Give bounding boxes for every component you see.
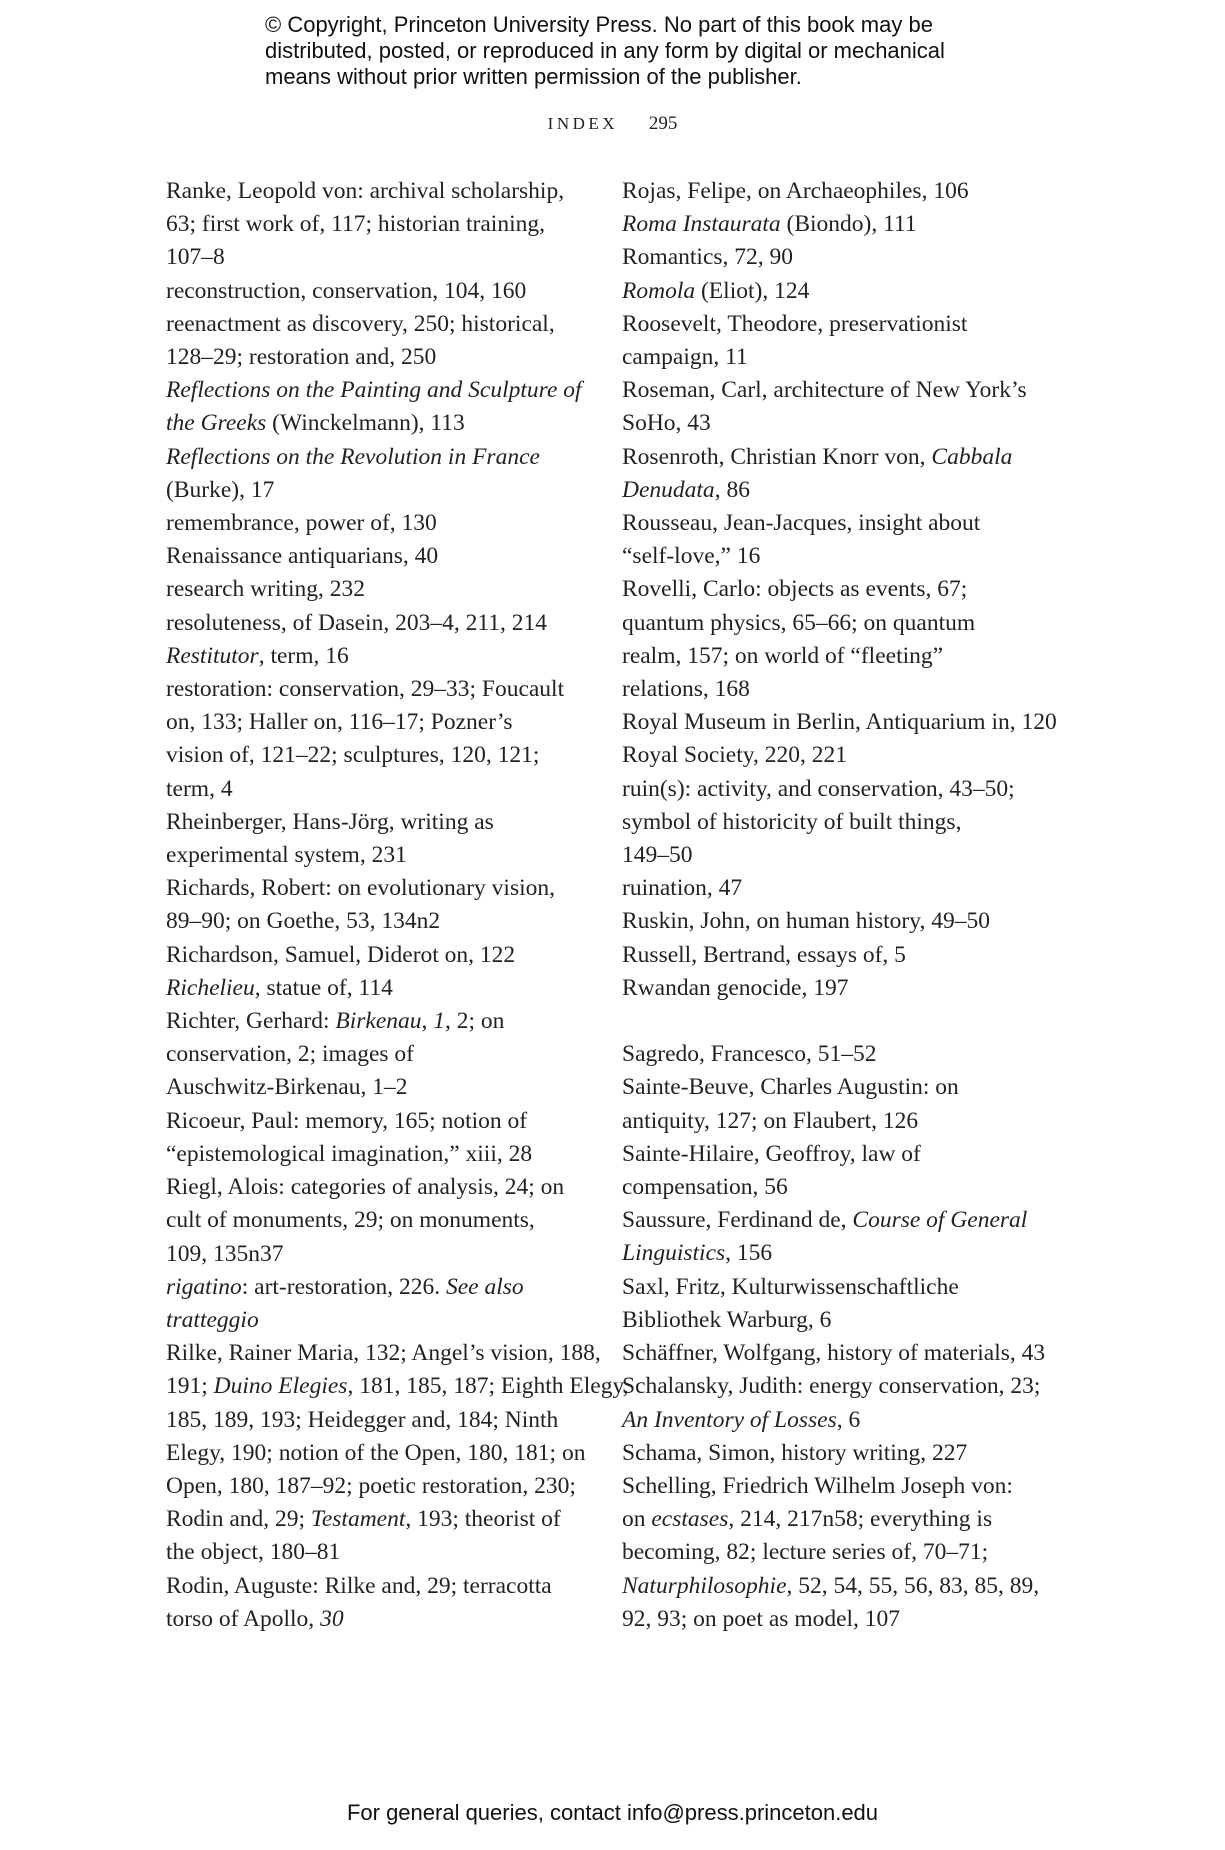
index-entry-line bbox=[622, 939, 1062, 972]
entry-text: reenactment as discovery, 250; historical, bbox=[166, 310, 555, 337]
index-entry-line bbox=[166, 1503, 586, 1536]
index-entry bbox=[622, 507, 1062, 573]
index-entry-line bbox=[166, 939, 586, 972]
entry-text: restoration: conservation, 29–33; Foucault bbox=[166, 676, 565, 703]
entry-text: realm, 157; on world of “fleeting” bbox=[622, 642, 944, 669]
index-entry bbox=[622, 706, 1062, 739]
index-entry bbox=[622, 441, 1062, 507]
index-entry-line bbox=[166, 241, 586, 274]
index-entry-line bbox=[166, 507, 586, 540]
index-entry-line bbox=[622, 1271, 1062, 1304]
index-entry bbox=[166, 573, 586, 606]
entry-text: on bbox=[622, 1506, 652, 1533]
index-entry bbox=[166, 1271, 586, 1337]
index-entry-line bbox=[622, 1470, 1062, 1503]
entry-text: , 86 bbox=[714, 476, 750, 503]
index-entry-line bbox=[166, 1138, 586, 1171]
index-column-right bbox=[622, 175, 1062, 1636]
entry-text: Rilke, Rainer Maria, 132; Angel’s vision, 188, bbox=[166, 1340, 601, 1367]
index-entry-line bbox=[622, 275, 1062, 308]
index-entry-line bbox=[622, 1204, 1062, 1237]
index-entry-line bbox=[166, 1603, 586, 1636]
index-entry-line bbox=[166, 1437, 586, 1470]
entry-text: , 193; theorist of bbox=[405, 1506, 561, 1533]
index-entry-line bbox=[622, 839, 1062, 872]
entry-text: Bibliothek Warburg, 6 bbox=[622, 1306, 832, 1333]
index-entry-line bbox=[622, 872, 1062, 905]
entry-italic-text: Naturphilosophie bbox=[622, 1572, 787, 1599]
index-entry-line bbox=[166, 1337, 601, 1370]
entry-text: (Biondo), 111 bbox=[780, 211, 917, 238]
entry-text: , 181, 185, 187; Eighth Elegy, bbox=[347, 1373, 629, 1400]
index-entry-line bbox=[166, 1536, 586, 1569]
index-entry bbox=[166, 640, 586, 673]
index-entry-line bbox=[166, 175, 586, 208]
index-entry-line bbox=[622, 573, 1062, 606]
index-entry-line bbox=[166, 872, 586, 905]
index-entry bbox=[622, 1437, 1062, 1470]
index-entry-line bbox=[166, 341, 586, 374]
entry-italic-text: Romola bbox=[622, 277, 696, 304]
entry-text: Royal Society, 220, 221 bbox=[622, 742, 847, 769]
copyright-line: means without prior written permission of the publisher. bbox=[265, 64, 802, 89]
entry-text: SoHo, 43 bbox=[622, 410, 711, 437]
index-entry bbox=[166, 507, 586, 540]
index-entry-line bbox=[622, 806, 1062, 839]
index-entry bbox=[622, 573, 1062, 706]
index-entry bbox=[166, 175, 586, 275]
entry-text: cult of monuments, 29; on monuments, bbox=[166, 1207, 535, 1234]
index-entry-line bbox=[622, 640, 1062, 673]
entry-text: “self-love,” 16 bbox=[622, 543, 761, 570]
entry-italic-text: Denudata bbox=[622, 476, 715, 503]
entry-text: relations, 168 bbox=[622, 676, 750, 703]
index-entry bbox=[166, 1171, 586, 1271]
entry-text: compensation, 56 bbox=[622, 1174, 788, 1201]
entry-italic-text: Roma Instaurata bbox=[622, 211, 781, 238]
index-entry bbox=[622, 1138, 1062, 1204]
index-entry-line bbox=[166, 1071, 586, 1104]
index-entry-line bbox=[622, 773, 1062, 806]
index-entry-line bbox=[166, 1304, 586, 1337]
entry-text: Romantics, 72, 90 bbox=[622, 244, 794, 271]
index-entry-line bbox=[622, 905, 1062, 938]
entry-text: Rousseau, Jean-Jacques, insight about bbox=[622, 510, 981, 537]
entry-text: antiquity, 127; on Flaubert, 126 bbox=[622, 1107, 919, 1134]
entry-text: quantum physics, 65–66; on quantum bbox=[622, 609, 976, 636]
entry-text: becoming, 82; lecture series of, 70–71; bbox=[622, 1539, 989, 1566]
index-entry-line bbox=[166, 1570, 586, 1603]
index-entry-line bbox=[166, 1204, 586, 1237]
entry-text: (Winckelmann), 113 bbox=[266, 410, 465, 437]
index-entry-line bbox=[622, 1536, 1062, 1569]
index-entry-line bbox=[622, 673, 1062, 706]
entry-text: Schelling, Friedrich Wilhelm Joseph von: bbox=[622, 1472, 1013, 1499]
index-entry-line bbox=[166, 407, 586, 440]
entry-text: the object, 180–81 bbox=[166, 1539, 341, 1566]
index-entry-line bbox=[166, 1038, 586, 1071]
index-entry bbox=[622, 175, 1062, 208]
entry-italic-text: rigatino bbox=[166, 1273, 242, 1300]
entry-italic-text: Cabbala bbox=[931, 443, 1013, 470]
entry-text: : art-restoration, 226. bbox=[241, 1273, 446, 1300]
index-entry bbox=[622, 739, 1062, 772]
index-entry bbox=[166, 607, 586, 640]
entry-text: Ranke, Leopold von: archival scholarship, bbox=[166, 178, 565, 204]
entry-text: vision of, 121–22; sculptures, 120, 121; bbox=[166, 742, 540, 769]
entry-text: Auschwitz-Birkenau, 1–2 bbox=[166, 1074, 408, 1101]
index-entry bbox=[166, 374, 586, 440]
index-entry-line bbox=[166, 441, 586, 474]
entry-text: Rwandan genocide, 197 bbox=[622, 974, 849, 1001]
index-entry bbox=[622, 972, 1062, 1005]
entry-text: 92, 93; on poet as model, 107 bbox=[622, 1605, 901, 1632]
entry-text: research writing, 232 bbox=[166, 576, 366, 603]
index-entry bbox=[166, 939, 586, 972]
entry-italic-text: Restitutor bbox=[166, 642, 259, 669]
entry-text: Sainte-Hilaire, Geoffroy, law of bbox=[622, 1140, 921, 1167]
entry-text: Rheinberger, Hans-Jörg, writing as bbox=[166, 808, 494, 835]
index-entry-line bbox=[622, 441, 1062, 474]
entry-text: Saxl, Fritz, Kulturwissenschaftliche bbox=[622, 1273, 959, 1300]
index-entry-line bbox=[166, 673, 586, 706]
index-entry-line bbox=[622, 241, 1062, 274]
index-entry-line bbox=[166, 1271, 586, 1304]
index-entry-line bbox=[622, 1304, 1062, 1337]
index-entry-line bbox=[622, 1171, 1062, 1204]
entry-text: ruin(s): activity, and conservation, 43–50; bbox=[622, 775, 1015, 802]
entry-italic-text: Course of General bbox=[852, 1207, 1028, 1234]
entry-text: Russell, Bertrand, essays of, 5 bbox=[622, 941, 906, 968]
index-entry bbox=[166, 441, 586, 507]
entry-text: ruination, 47 bbox=[622, 875, 743, 902]
entry-text: Riegl, Alois: categories of analysis, 24; on bbox=[166, 1174, 565, 1201]
index-entry-line bbox=[166, 1005, 586, 1038]
entry-italic-text: Reflections on the Revolution in France bbox=[166, 443, 540, 470]
index-entry-line bbox=[622, 175, 1062, 208]
entry-text: “epistemological imagination,” xiii, 28 bbox=[166, 1140, 533, 1167]
entry-text: symbol of historicity of built things, bbox=[622, 808, 962, 835]
entry-italic-text: Linguistics bbox=[622, 1240, 726, 1267]
index-entry bbox=[166, 275, 586, 308]
entry-text: term, 4 bbox=[166, 775, 233, 802]
entry-text: , 2; on bbox=[445, 1008, 505, 1035]
entry-text: Richardson, Samuel, Diderot on, 122 bbox=[166, 941, 516, 968]
entry-text: Renaissance antiquarians, 40 bbox=[166, 543, 439, 570]
entry-italic-text: Richelieu bbox=[166, 974, 255, 1001]
page-number: 295 bbox=[648, 113, 678, 134]
entry-text: on, 133; Haller on, 116–17; Pozner’s bbox=[166, 709, 513, 736]
index-entry bbox=[622, 1470, 1062, 1636]
index-entry-line bbox=[166, 839, 586, 872]
index-entry-line bbox=[622, 1570, 1062, 1603]
index-entry bbox=[166, 872, 586, 938]
index-entry bbox=[622, 275, 1062, 308]
index-entry-line bbox=[166, 607, 586, 640]
entry-text: , 214, 217n58; everything is bbox=[728, 1506, 993, 1533]
index-entry bbox=[622, 939, 1062, 972]
index-entry-line bbox=[622, 540, 1062, 573]
entry-text: Rojas, Felipe, on Archaeophiles, 106 bbox=[622, 178, 969, 204]
index-entry-line bbox=[622, 1105, 1062, 1138]
entry-text: Open, 180, 187–92; poetic restoration, 230; bbox=[166, 1472, 576, 1499]
index-entry-line bbox=[166, 208, 586, 241]
entry-italic-text: the Greeks bbox=[166, 410, 267, 437]
index-entry-line bbox=[622, 407, 1062, 440]
index-entry-line bbox=[622, 507, 1062, 540]
entry-text: 149–50 bbox=[622, 842, 693, 869]
entry-text: , term, 16 bbox=[258, 642, 349, 669]
index-entry-line bbox=[166, 573, 586, 606]
running-head bbox=[0, 113, 1225, 135]
entry-italic-text: 1 bbox=[433, 1008, 446, 1035]
entry-italic-text: tratteggio bbox=[166, 1306, 259, 1333]
entry-text: 128–29; restoration and, 250 bbox=[166, 344, 437, 371]
index-entry-line bbox=[166, 1105, 586, 1138]
index-entry-line bbox=[622, 1603, 1062, 1636]
index-entry-line bbox=[622, 341, 1062, 374]
entry-italic-text: Birkenau bbox=[335, 1008, 422, 1035]
entry-text: Sainte-Beuve, Charles Augustin: on bbox=[622, 1074, 959, 1101]
index-entry bbox=[166, 308, 586, 374]
entry-text: Sagredo, Francesco, 51–52 bbox=[622, 1041, 877, 1068]
copyright-line: distributed, posted, or reproduced in any form by digital or mechanical bbox=[265, 38, 945, 63]
index-entry bbox=[166, 1105, 586, 1171]
entry-text: , bbox=[421, 1008, 434, 1035]
index-entry bbox=[166, 806, 586, 872]
entry-text: Richards, Robert: on evolutionary vision, bbox=[166, 875, 556, 902]
entry-text: Rovelli, Carlo: objects as events, 67; bbox=[622, 576, 968, 603]
entry-text: resoluteness, of Dasein, 203–4, 211, 214 bbox=[166, 609, 547, 636]
index-entry bbox=[166, 1570, 586, 1636]
entry-text: Royal Museum in Berlin, Antiquarium in, 120 bbox=[622, 709, 1057, 736]
index-entry-line bbox=[166, 1238, 586, 1271]
entry-text: 107–8 bbox=[166, 244, 225, 271]
letter-section-gap bbox=[622, 1005, 1062, 1038]
index-entry bbox=[622, 1370, 1062, 1436]
index-entry-line bbox=[166, 739, 586, 772]
entry-text: Richter, Gerhard: bbox=[166, 1008, 336, 1035]
index-entry bbox=[622, 308, 1062, 374]
entry-italic-text: ecstases bbox=[651, 1506, 729, 1533]
index-entry-line bbox=[622, 1370, 1062, 1403]
entry-text: campaign, 11 bbox=[622, 344, 748, 371]
index-entry-line bbox=[622, 1404, 1062, 1437]
index-entry-line bbox=[166, 640, 586, 673]
entry-text: Rosenroth, Christian Knorr von, bbox=[622, 443, 932, 470]
index-entry-line bbox=[622, 739, 1062, 772]
entry-italic-text: See also bbox=[446, 1273, 524, 1300]
index-entry-line bbox=[622, 474, 1062, 507]
index-entry bbox=[622, 1337, 1062, 1370]
entry-text: 89–90; on Goethe, 53, 134n2 bbox=[166, 908, 441, 935]
footer-contact: For general queries, contact info@press.princeton.edu bbox=[346, 1800, 879, 1825]
entry-text: reconstruction, conservation, 104, 160 bbox=[166, 277, 527, 304]
index-entry-line bbox=[622, 1071, 1062, 1104]
entry-text: Ruskin, John, on human history, 49–50 bbox=[622, 908, 990, 935]
entry-text: (Burke), 17 bbox=[166, 476, 275, 503]
index-entry-line bbox=[166, 1404, 586, 1437]
entry-italic-text: Testament bbox=[310, 1506, 406, 1533]
entry-text: Schäffner, Wolfgang, history of materials, 43 bbox=[622, 1340, 1046, 1367]
index-entry bbox=[166, 540, 586, 573]
index-entry-line bbox=[166, 706, 586, 739]
entry-text: torso of Apollo, bbox=[166, 1605, 321, 1632]
entry-italic-text: Reflections on the Painting and Sculpture of bbox=[166, 377, 582, 404]
index-entry-line bbox=[622, 308, 1062, 341]
copyright-line: © Copyright, Princeton University Press. No part of this book may be bbox=[265, 12, 933, 37]
entry-text: Roosevelt, Theodore, preservationist bbox=[622, 310, 968, 337]
index-entry bbox=[622, 905, 1062, 938]
entry-text: Saussure, Ferdinand de, bbox=[622, 1207, 853, 1234]
index-entry-line bbox=[622, 1237, 1062, 1270]
index-entry-line bbox=[166, 275, 586, 308]
index-entry-line bbox=[166, 308, 586, 341]
index-entry-line bbox=[622, 374, 1062, 407]
index-entry-line bbox=[166, 972, 586, 1005]
entry-text: Ricoeur, Paul: memory, 165; notion of bbox=[166, 1107, 528, 1134]
entry-text: remembrance, power of, 130 bbox=[166, 510, 437, 537]
entry-text: Schama, Simon, history writing, 227 bbox=[622, 1439, 968, 1466]
index-entry-line bbox=[622, 607, 1062, 640]
index-entry-line bbox=[622, 1337, 1062, 1370]
index-entry-line bbox=[622, 208, 1062, 241]
index-entry-line bbox=[622, 706, 1062, 739]
entry-text: Schalansky, Judith: energy conservation, 23; bbox=[622, 1373, 1041, 1400]
index-entry bbox=[622, 1271, 1062, 1337]
entry-text: , 156 bbox=[725, 1240, 773, 1267]
index-entry-line bbox=[166, 1370, 629, 1403]
index-entry bbox=[622, 1204, 1062, 1270]
index-entry-line bbox=[166, 773, 586, 806]
entry-text: Elegy, 190; notion of the Open, 180, 181; on bbox=[166, 1439, 586, 1466]
index-entry-line bbox=[166, 374, 586, 407]
entry-text: experimental system, 231 bbox=[166, 842, 407, 869]
entry-text: 185, 189, 193; Heidegger and, 184; Ninth bbox=[166, 1406, 559, 1433]
index-entry bbox=[166, 1005, 586, 1105]
entry-italic-text: Duino Elegies bbox=[213, 1373, 348, 1400]
entry-text: (Eliot), 124 bbox=[695, 277, 810, 304]
index-entry-line bbox=[166, 905, 586, 938]
running-head-label: INDEX bbox=[547, 114, 619, 133]
index-entry bbox=[166, 1337, 629, 1569]
entry-text: Rodin and, 29; bbox=[166, 1506, 311, 1533]
index-entry bbox=[622, 208, 1062, 241]
entry-italic-text: An Inventory of Losses bbox=[622, 1406, 837, 1433]
index-entry bbox=[622, 1071, 1062, 1137]
index-entry-line bbox=[622, 972, 1062, 1005]
index-entry-line bbox=[622, 1138, 1062, 1171]
index-entry-line bbox=[622, 1503, 1062, 1536]
index-entry-line bbox=[166, 474, 586, 507]
index-column-left bbox=[166, 175, 629, 1636]
entry-text: , 6 bbox=[836, 1406, 861, 1433]
index-entry-line bbox=[166, 1171, 586, 1204]
index-entry-line bbox=[622, 1038, 1062, 1071]
index-entry bbox=[622, 374, 1062, 440]
index-entry-line bbox=[166, 1470, 586, 1503]
index-entry bbox=[622, 773, 1062, 873]
copyright-notice bbox=[265, 12, 1025, 90]
entry-text: 191; bbox=[166, 1373, 214, 1400]
entry-text: , 52, 54, 55, 56, 83, 85, 89, bbox=[786, 1572, 1040, 1599]
entry-text: Roseman, Carl, architecture of New York’s bbox=[622, 377, 1027, 404]
index-entry bbox=[622, 1038, 1062, 1071]
index-entry-line bbox=[166, 540, 586, 573]
index-entry-line bbox=[622, 1437, 1062, 1470]
entry-text: 63; first work of, 117; historian training, bbox=[166, 211, 545, 238]
index-entry bbox=[166, 673, 586, 806]
index-entry bbox=[166, 972, 586, 1005]
entry-text: , statue of, 114 bbox=[254, 974, 393, 1001]
entry-text: 109, 135n37 bbox=[166, 1240, 284, 1267]
index-entry bbox=[622, 241, 1062, 274]
entry-italic-text: 30 bbox=[320, 1605, 344, 1632]
index-entry bbox=[622, 872, 1062, 905]
index-entry-line bbox=[166, 806, 586, 839]
entry-text: conservation, 2; images of bbox=[166, 1041, 414, 1068]
entry-text: Rodin, Auguste: Rilke and, 29; terracotta bbox=[166, 1572, 552, 1599]
